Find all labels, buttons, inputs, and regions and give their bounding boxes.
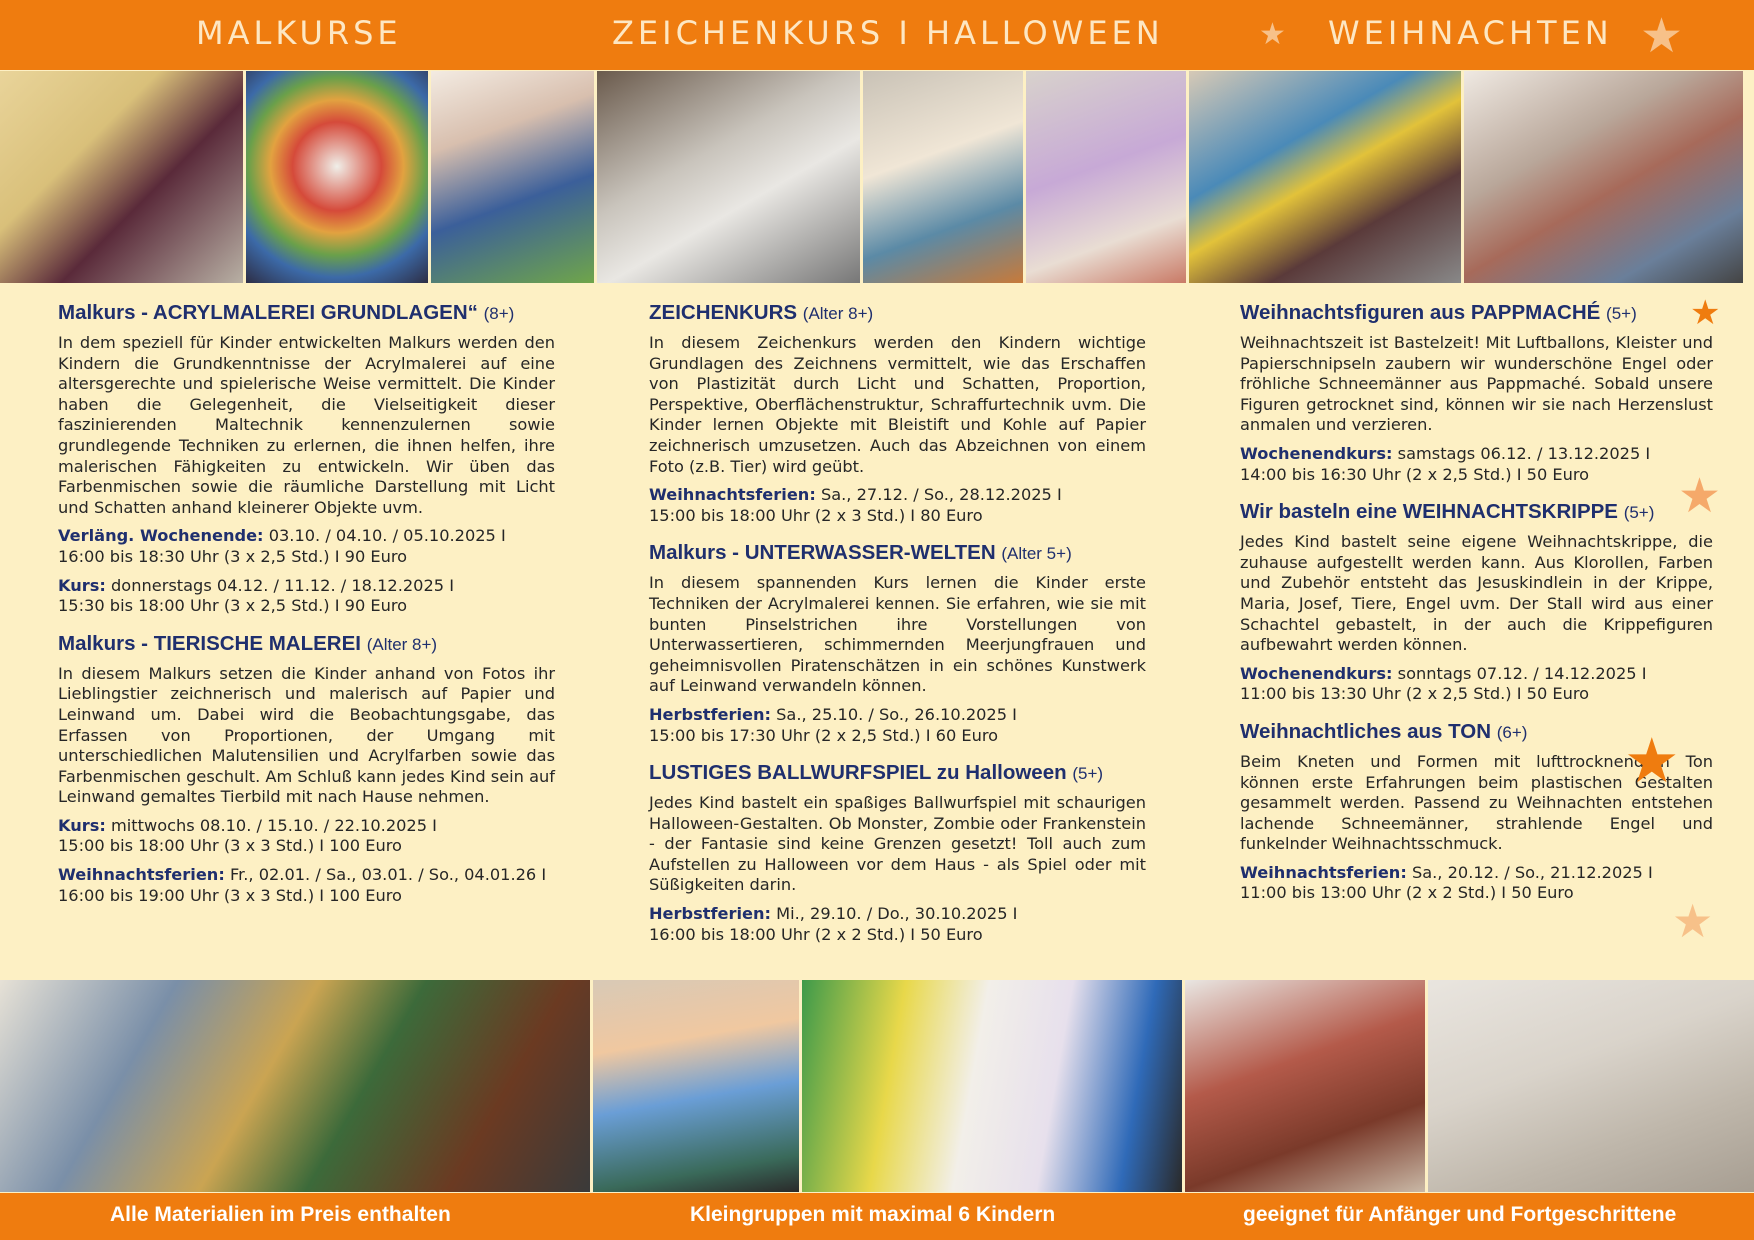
- date-label: Weihnachtsferien:: [58, 865, 225, 885]
- photo-balloons-pappmache: [1189, 71, 1461, 283]
- course-age: (8+): [483, 304, 515, 323]
- course-description: In diesem Malkurs setzen die Kinder anhand von Fotos ihr Lieblingstier zeichnerisch und malerisch auf Papier und Leinwand um. Dabei wird die Beobachtungsgabe, das Erfassen von Proportionen, der Umgang mit unterschiedlichen Malutensilien und Acrylfarben sowie das Farbenmischen geschult. Am Schluß kann jedes Kind sein auf Leinwand gemaltes Tierbild mit nach Hause nehmen.: [58, 663, 555, 807]
- course-dates: [58, 816, 555, 857]
- date-value: mittwochs 08.10. / 15.10. / 22.10.2025 I: [111, 815, 437, 835]
- course-dates: [1240, 664, 1713, 705]
- date-label: Kurs:: [58, 815, 106, 835]
- course-title-text: Malkurs - ACRYLMALEREI GRUNDLAGEN“: [58, 301, 478, 324]
- date-value: Sa., 20.12. / So., 21.12.2025 I: [1411, 862, 1653, 882]
- course-title-text: ZEICHENKURS: [649, 301, 798, 324]
- date-time-price: 14:00 bis 16:30 Uhr (2 x 2,5 Std.) I 50 Euro: [1240, 464, 1590, 484]
- date-value: sonntags 07.12. / 14.12.2025 I: [1397, 663, 1647, 683]
- photo-kids-animal-paintings: [0, 980, 590, 1192]
- footer-bar: [0, 1193, 1754, 1240]
- footer-group-size: Kleingruppen mit maximal 6 Kindern: [690, 1203, 1056, 1226]
- photo-strip-bottom: [0, 980, 1754, 1192]
- course-title-text: LUSTIGES BALLWURFSPIEL zu Halloween: [649, 761, 1067, 785]
- course-dates: [1240, 444, 1713, 485]
- date-value: Mi., 29.10. / Do., 30.10.2025 I: [776, 904, 1018, 924]
- course-description: Beim Kneten und Formen mit lufttrocknendem Ton können erste Erfahrungen beim plastischen Gestalten gesammelt werden. Passend zu Weihnachten entstehen lachende Schneemänner, strahlende Engel und funkelnder Weihnachtsschmuck.: [1240, 751, 1713, 854]
- course-dates: [1240, 863, 1713, 904]
- date-label: Weihnachtsferien:: [649, 485, 816, 505]
- course-title: [58, 631, 555, 658]
- date-label: Kurs:: [58, 575, 106, 595]
- header-zeichenkurs-halloween: ZEICHENKURS I HALLOWEEN: [612, 14, 1164, 52]
- course-dates: [58, 526, 555, 567]
- photo-girl-kingfisher-drawing: [863, 71, 1023, 283]
- course-zeichenkurs: [649, 300, 1146, 526]
- course-description: In diesem Zeichenkurs werden den Kindern wichtige Grundlagen des Zeichnens vermittelt, wie das Erschaffen von Plastizität durch Licht und Schatten, Proportion, Perspektive, Oberflächenstruktur, Schraffurtechnik uvm. Die Kinder lernen Objekte mit Bleistift und Kohle auf Papier zeichnerisch umzusetzen. Auch das Abzeichnen von einem Foto (z.B. Tier) wird geübt.: [649, 333, 1146, 476]
- course-dates: [649, 485, 1146, 526]
- star-icon: ★: [1690, 293, 1721, 333]
- date-time-price: 15:00 bis 17:30 Uhr (2 x 2,5 Std.) I 60 Euro: [649, 725, 999, 745]
- date-value: 03.10. / 04.10. / 05.10.2025 I: [268, 526, 506, 546]
- date-label: Verläng. Wochenende:: [58, 526, 264, 546]
- course-title-text: Malkurs - TIERISCHE MALEREI: [58, 631, 361, 655]
- column-zeichenkurs-halloween: [649, 300, 1146, 959]
- course-title-text: Weihnachtsfiguren aus PAPPMACHÉ: [1240, 301, 1601, 324]
- date-time-price: 16:00 bis 18:00 Uhr (2 x 2 Std.) I 50 Euro: [649, 924, 983, 944]
- column-malkurse: [58, 300, 555, 920]
- course-title: [649, 540, 1146, 567]
- course-title: [649, 300, 1146, 327]
- course-description: In dem speziell für Kinder entwickelten Malkurs werden den Kindern die Grundkenntnisse der Acrylmalerei auf eine altersgerechte und spielerische Weise vermittelt. Die Kinder haben die Gelegenheit, die Vielseitigkeit dieser faszinierenden Maltechnik kennenzulernen sowie grundlegende Techniken zu erlernen, die ihnen helfen, ihre malerischen Fähigkeiten zu entwickeln. Wir üben das Farbenmischen sowie die räumliche Darstellung mit Licht und Schatten anhand kleinerer Objekte uvm.: [58, 333, 555, 517]
- photo-drawings-table: [597, 71, 860, 283]
- date-value: Sa., 27.12. / So., 28.12.2025 I: [820, 485, 1062, 505]
- date-value: samstags 06.12. / 13.12.2025 I: [1397, 443, 1651, 463]
- date-label: Wochenendkurs:: [1240, 443, 1393, 463]
- date-label: Weihnachtsferien:: [1240, 862, 1407, 882]
- date-time-price: 15:00 bis 18:00 Uhr (2 x 3 Std.) I 80 Euro: [649, 505, 983, 525]
- date-time-price: 15:30 bis 18:00 Uhr (3 x 2,5 Std.) I 90 Euro: [58, 596, 408, 616]
- photo-kids-ballwurfspiel: [802, 980, 1182, 1192]
- date-time-price: 15:00 bis 18:00 Uhr (3 x 3 Std.) I 100 Euro: [58, 836, 402, 856]
- star-icon: ★: [1640, 8, 1684, 64]
- course-age: (Alter 8+): [366, 634, 438, 654]
- date-label: Herbstferien:: [649, 704, 771, 724]
- photo-nativity-crib: [1185, 980, 1425, 1192]
- course-title-text: Weihnachtliches aus TON: [1240, 719, 1492, 743]
- course-age: (5+): [1072, 764, 1104, 784]
- course-unterwasser-welten: [649, 540, 1146, 746]
- course-dates: [58, 865, 555, 906]
- course-title: [1240, 499, 1713, 526]
- course-description: In diesem spannenden Kurs lernen die Kinder erste Techniken der Acrylmalerei kennen. Sie erfahren, wie sie mit bunten Pinselstrichen ihre Vorstellungen von Unterwassertieren, schimmernden Meerjungfrauen und geheimnisvollen Piratenschätzen in ein schönes Kunstwerk auf Leinwand verwandeln können.: [649, 573, 1146, 696]
- date-time-price: 16:00 bis 19:00 Uhr (3 x 3 Std.) I 100 Euro: [58, 885, 402, 905]
- course-description: Weihnachtszeit ist Bastelzeit! Mit Luftballons, Kleister und Papierschnipseln zaubern wir wunderschöne Engel oder fröhliche Schneemänner aus Pappmaché. Sobald unsere Figuren getrocknet sind, können wir sie nach Herzenslust anmalen und verzieren.: [1240, 333, 1713, 435]
- date-time-price: 16:00 bis 18:30 Uhr (3 x 2,5 Std.) I 90 Euro: [58, 546, 408, 566]
- date-value: Fr., 02.01. / Sa., 03.01. / So., 04.01.26 I: [229, 865, 547, 885]
- column-weihnachten: [1240, 300, 1713, 918]
- course-weihnachtskrippe: [1240, 499, 1713, 705]
- course-age: (5+): [1623, 503, 1655, 523]
- course-age: (5+): [1606, 304, 1637, 323]
- course-title-text: Malkurs - UNTERWASSER-WELTEN: [649, 541, 996, 565]
- course-title: [58, 300, 555, 327]
- course-description: Jedes Kind bastelt ein spaßiges Ballwurfspiel mit schaurigen Halloween-Gestalten. Ob Monster, Zombie oder Frankenstein - der Fantasie sind keine Grenzen gesetzt! Toll auch zum Aufstellen zu Halloween vor dem Haus - als Spiel oder mit Süßigkeiten darin.: [649, 793, 1146, 895]
- course-title: [649, 760, 1146, 787]
- photo-snowman-pappmache: [1464, 71, 1743, 283]
- course-age: (Alter 8+): [802, 304, 874, 323]
- star-icon: ★: [1624, 724, 1680, 797]
- star-icon: ★: [1678, 468, 1722, 524]
- course-title: [1240, 300, 1713, 327]
- course-pappmache: [1240, 300, 1713, 485]
- star-icon: ★: [1259, 17, 1286, 52]
- photo-lemons-pomegranate: [0, 71, 243, 283]
- date-time-price: 11:00 bis 13:00 Uhr (2 x 2 Std.) I 50 Euro: [1240, 883, 1574, 903]
- date-label: Wochenendkurs:: [1240, 663, 1393, 683]
- course-acrylmalerei: [58, 300, 555, 617]
- header-malkurse: MALKURSE: [196, 14, 402, 52]
- date-value: donnerstags 04.12. / 11.12. / 18.12.2025 I: [111, 575, 454, 595]
- header-weihnachten: WEIHNACHTEN: [1328, 14, 1613, 52]
- course-age: (6+): [1496, 722, 1528, 742]
- star-icon: ★: [1672, 894, 1714, 948]
- course-tierische-malerei: [58, 631, 555, 907]
- photo-girl-painting-bird: [431, 71, 594, 283]
- photo-clay-figures: [1428, 980, 1754, 1192]
- course-ballwurfspiel: [649, 760, 1146, 945]
- date-label: Herbstferien:: [649, 904, 771, 924]
- course-dates: [58, 576, 555, 617]
- header-bar: [0, 0, 1754, 70]
- footer-materials: Alle Materialien im Preis enthalten: [110, 1203, 451, 1226]
- photo-boy-underwater-painting: [593, 980, 799, 1192]
- footer-level: geeignet für Anfänger und Fortgeschrittene: [1243, 1203, 1677, 1226]
- course-age: (Alter 5+): [1001, 544, 1072, 564]
- course-dates: [649, 904, 1146, 945]
- photo-strip-top: [0, 71, 1754, 283]
- course-title-text: Wir basteln eine WEIHNACHTSKRIPPE: [1240, 500, 1618, 524]
- date-time-price: 11:00 bis 13:30 Uhr (2 x 2,5 Std.) I 50 Euro: [1240, 684, 1590, 704]
- photo-color-wheel: [246, 71, 428, 283]
- photo-girl-drawing: [1026, 71, 1186, 283]
- date-value: Sa., 25.10. / So., 26.10.2025 I: [776, 704, 1017, 724]
- course-description: Jedes Kind bastelt seine eigene Weihnachtskrippe, die zuhause aufgestellt werden kann. Aus Klorollen, Farben und Zubehör entsteht das Jesuskindlein in der Krippe, Maria, Josef, Tiere, Engel uvm. Der Stall wird aus einer Schachtel gebastelt, in der auch die Krippefiguren aufbewahrt werden können.: [1240, 532, 1713, 655]
- course-dates: [649, 705, 1146, 746]
